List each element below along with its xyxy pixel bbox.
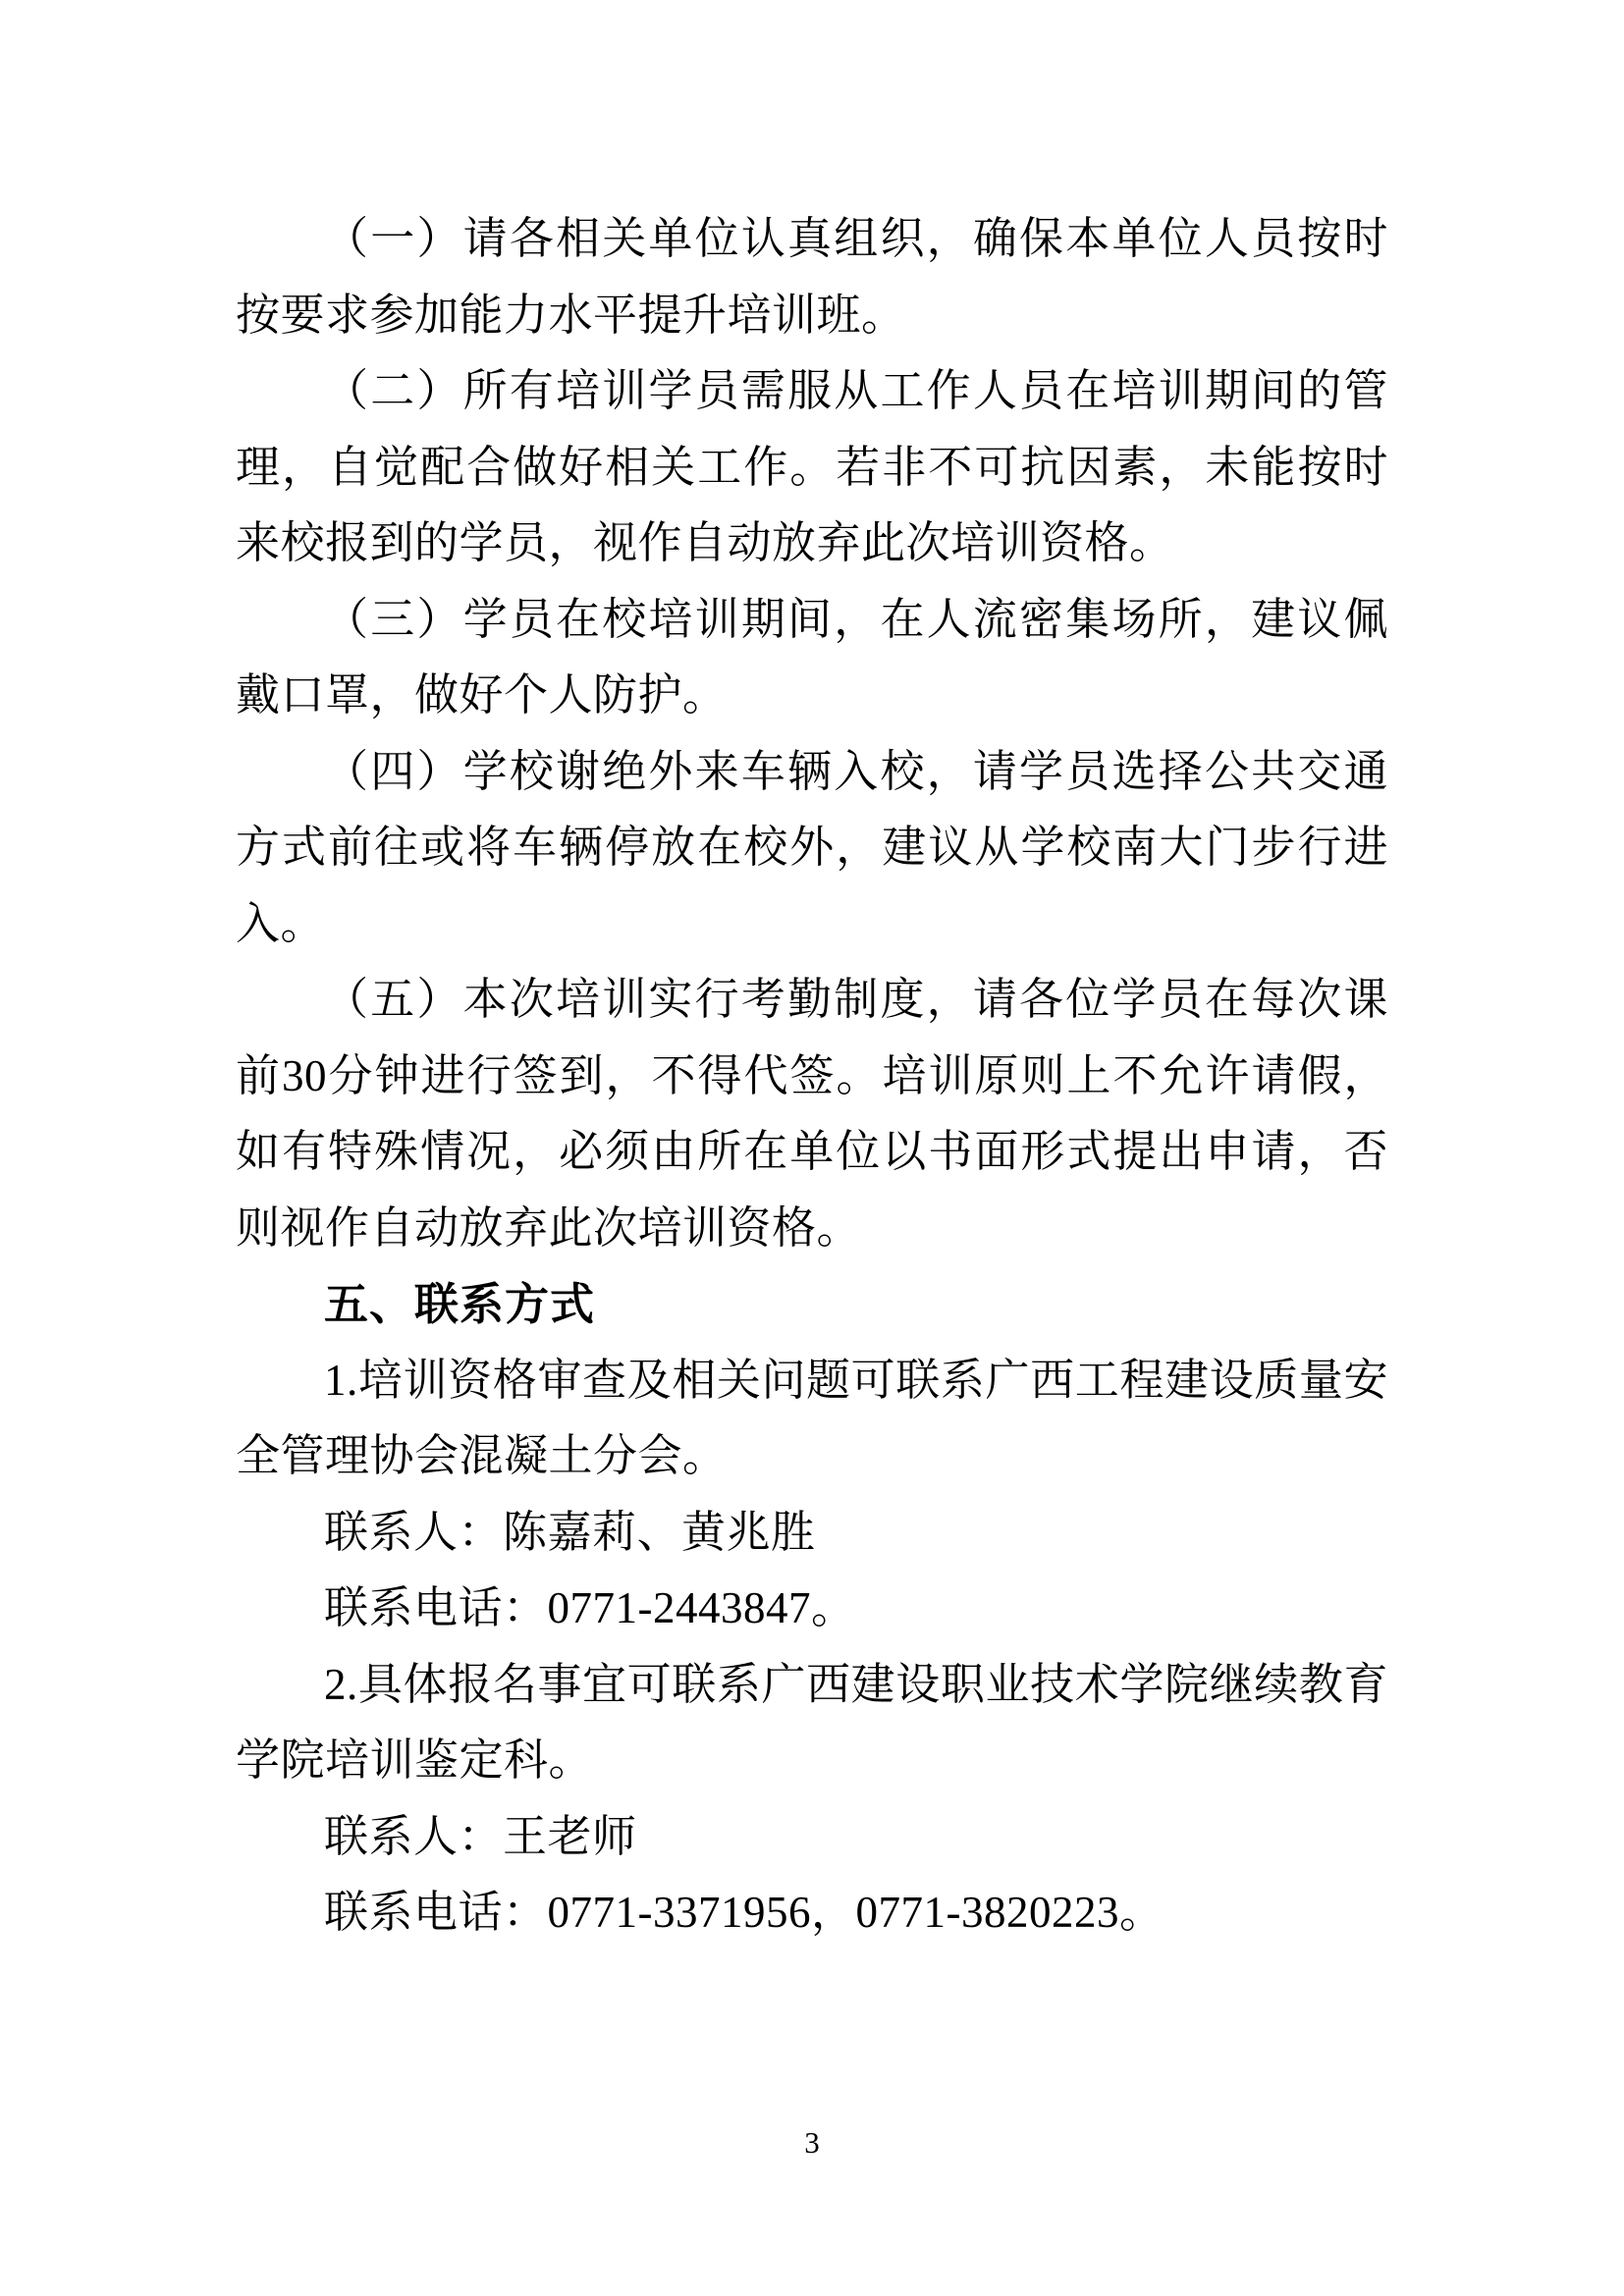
- paragraph-contact-org-1: 1.培训资格审查及相关问题可联系广西工程建设质量安全管理协会混凝土分会。: [236, 1355, 1388, 1480]
- paragraph-contact-org-2: 2.具体报名事宜可联系广西建设职业技术学院继续教育学院培训鉴定科。: [236, 1659, 1388, 1785]
- page-number: 3: [804, 2125, 820, 2160]
- paragraph-contact-phone-1: 联系电话：0771-2443847。: [324, 1583, 856, 1632]
- document-body: [236, 201, 1388, 1951]
- section-heading-contact: 五、联系方式: [324, 1279, 596, 1329]
- paragraph-notice-5: （五）本次培训实行考勤制度，请各位学员在每次课前30分钟进行签到，不得代签。培训原则上不允许请假，如有特殊情况，必须由所在单位以书面形式提出申请，否则视作自动放弃此次培训资格。: [236, 975, 1388, 1253]
- paragraph-notice-2: （二）所有培训学员需服从工作人员在培训期间的管理，自觉配合做好相关工作。若非不可抗因素，未能按时来校报到的学员，视作自动放弃此次培训资格。: [236, 366, 1388, 567]
- paragraph-notice-4: （四）学校谢绝外来车辆入校，请学员选择公共交通方式前往或将车辆停放在校外，建议从学校南大门步行进入。: [236, 746, 1388, 948]
- paragraph-notice-3: （三）学员在校培训期间，在人流密集场所，建议佩戴口罩，做好个人防护。: [236, 594, 1388, 720]
- paragraph-contact-phone-2: 联系电话：0771-3371956，0771-3820223。: [324, 1888, 1164, 1937]
- paragraph-contact-names-1: 联系人：陈嘉莉、黄兆胜: [324, 1507, 816, 1557]
- paragraph-notice-1: （一）请各相关单位认真组织，确保本单位人员按时按要求参加能力水平提升培训班。: [236, 214, 1388, 340]
- paragraph-contact-names-2: 联系人：王老师: [324, 1811, 637, 1861]
